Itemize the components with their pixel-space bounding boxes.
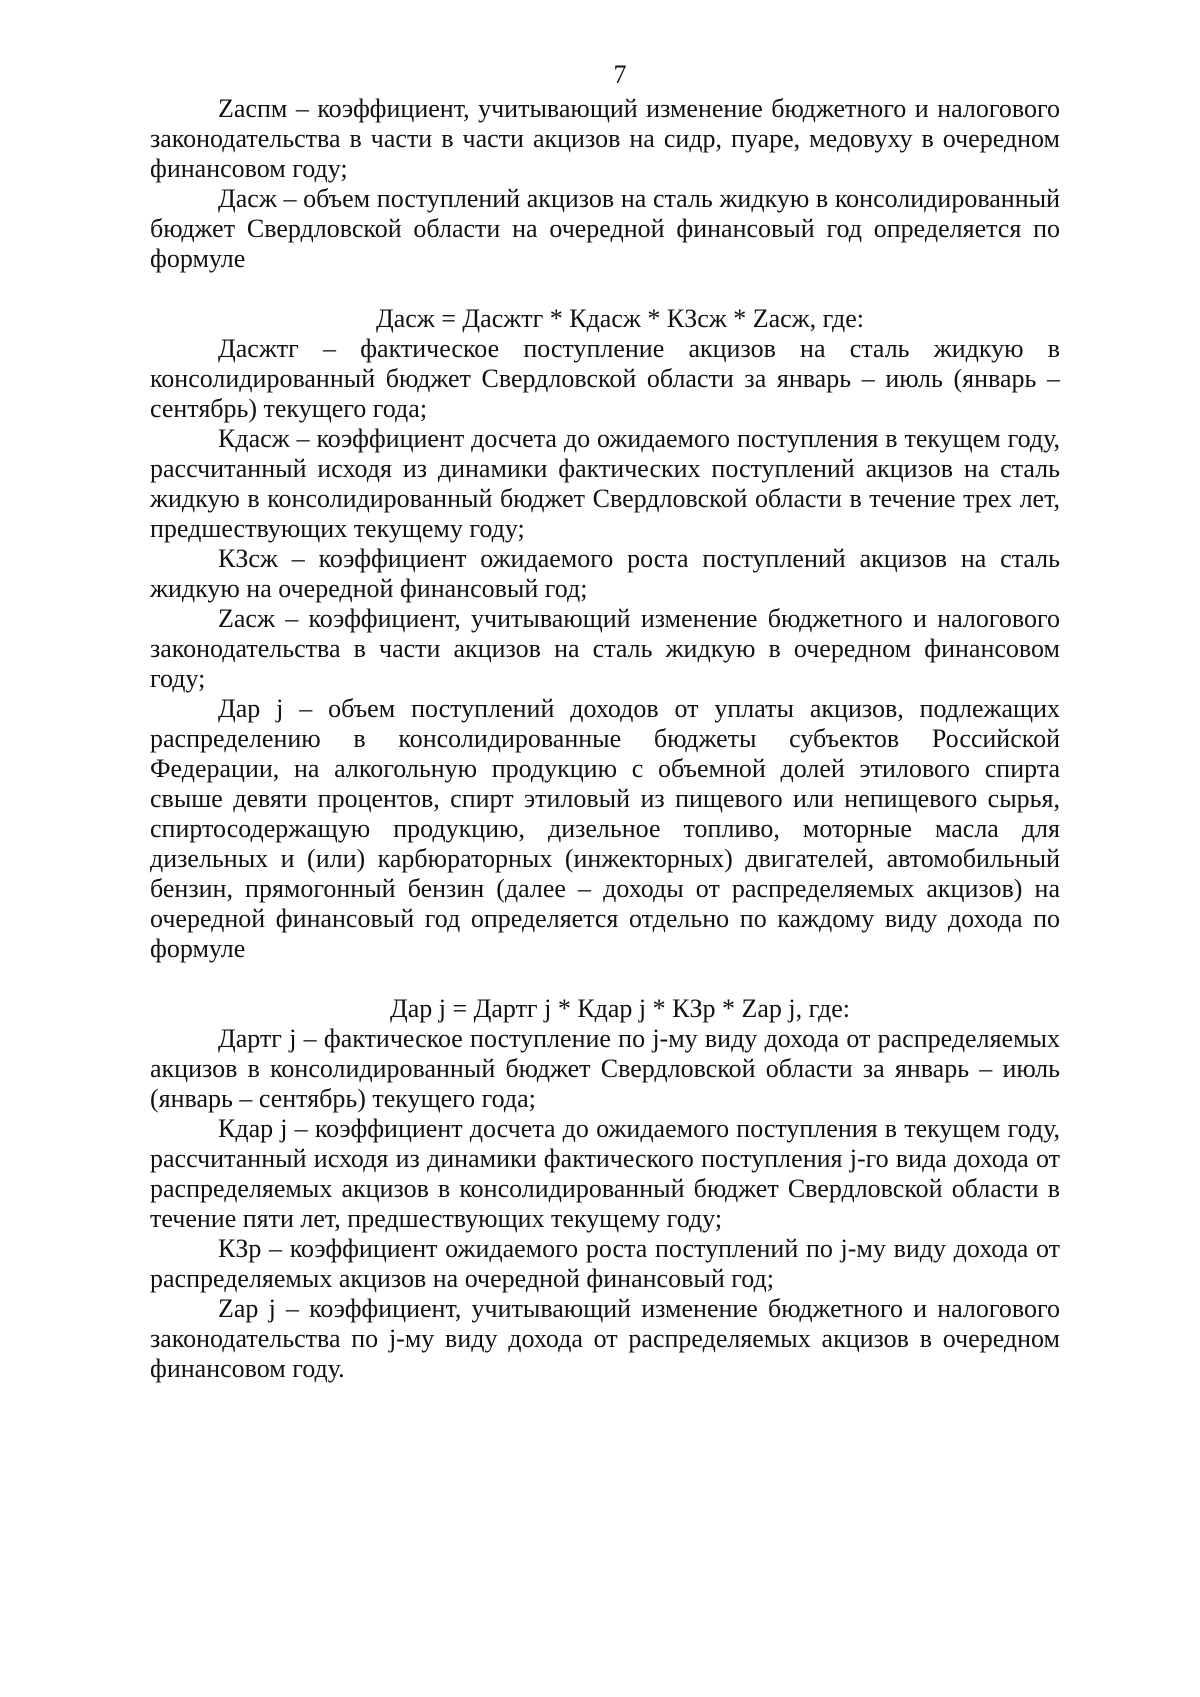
- document-page: [150, 60, 1060, 1384]
- paragraph-dasj-definition: Дасж – объем поступлений акцизов на сталь жидкую в консолидированный бюджет Свердловской области на очередной финансовый год определяется по формуле: [150, 184, 1060, 273]
- formula-dar: Дар j = Дартг j * Кдар j * КЗр * Zар j, где:: [389, 994, 851, 1023]
- paragraph-zacpm-definition: Zacпм – коэффициент, учитывающий изменение бюджетного и налогового законодательства в части в части акцизов на сидр, пуаре, медовуху в очередном финансовом году;: [150, 94, 1060, 183]
- paragraph-dartg-definition: Дартг j – фактическое поступление по j-му виду дохода от распределяемых акцизов в консолидированный бюджет Свердловской области за январь – июль (январь – сентябрь) текущего года;: [150, 1024, 1060, 1113]
- page-number: 7: [613, 60, 627, 89]
- paragraph-kdar-definition: Кдар j – коэффициент досчета до ожидаемого поступления в текущем году, рассчитанный исходя из динамики фактического поступления j-го вида дохода от распределяемых акцизов в консолидированный бюджет Свердловской области в течение пяти лет, предшествующих текущему году;: [150, 1114, 1060, 1233]
- paragraph-kdasj-definition: Кдасж – коэффициент досчета до ожидаемого поступления в текущем году, рассчитанный исходя из динамики фактических поступлений акцизов на сталь жидкую в консолидированный бюджет Свердловской области в течение трех лет, предшествующих текущему году;: [150, 424, 1060, 543]
- paragraph-dar-definition: Дар j – объем поступлений доходов от уплаты акцизов, подлежащих распределению в консолидированные бюджеты субъектов Российской Федерации, на алкогольную продукцию с объемной долей этилового спирта свыше девяти процентов, спирт этиловый из пищевого или непищевого сырья, спиртосодержащую продукцию, дизельное топливо, моторные масла для дизельных и (или) карбюраторных (инжекторных) двигателей, автомобильный бензин, прямогонный бензин (далее – доходы от распределяемых акцизов) на очередной финансовый год определяется отдельно по каждому виду дохода по формуле: [150, 694, 1060, 963]
- paragraph-kzr-definition: КЗр – коэффициент ожидаемого роста поступлений по j-му виду дохода от распределяемых акцизов на очередной финансовый год;: [150, 1234, 1060, 1293]
- spacer: [150, 274, 1060, 304]
- spacer: [150, 964, 1060, 994]
- paragraph-zar-definition: Zар j – коэффициент, учитывающий изменение бюджетного и налогового законодательства по j-му виду дохода от распределяемых акцизов в очередном финансовом году.: [150, 1294, 1060, 1383]
- paragraph-zasj-definition: Zасж – коэффициент, учитывающий изменение бюджетного и налогового законодательства в части акцизов на сталь жидкую в очередном финансовом году;: [150, 604, 1060, 693]
- paragraph-kzsj-definition: КЗсж – коэффициент ожидаемого роста поступлений акцизов на сталь жидкую на очередной финансовый год;: [150, 544, 1060, 603]
- formula-dasj: Дасж = Дасжтг * Кдасж * КЗсж * Zасж, где:: [375, 304, 865, 333]
- paragraph-dasjtg-definition: Дасжтг – фактическое поступление акцизов на сталь жидкую в консолидированный бюджет Свердловской области за январь – июль (январь – сентябрь) текущего года;: [150, 334, 1060, 423]
